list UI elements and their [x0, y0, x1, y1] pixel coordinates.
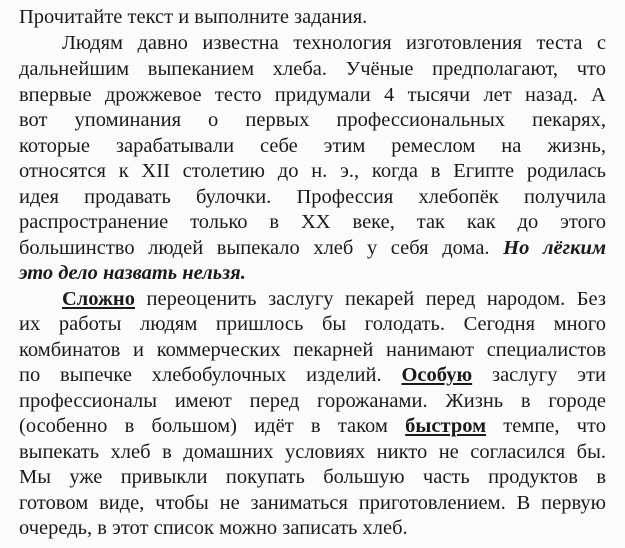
p1-line-text: большинство людей выпекало хлеб у себя дома. [19, 237, 490, 259]
p1-line: дальнейшим выпеканием хлеба. Учёные предполагают, что [19, 58, 606, 80]
p1-line: относятся к XII столетию до н. э., когда в Египте родилась [19, 160, 606, 182]
p2-line: их работы людям пришлось бы голодать. Сегодня много [19, 313, 606, 335]
p1-line: Людям давно известна технология изготовления теста с [62, 32, 606, 54]
p1-line: которые зарабатывали себе этим ремеслом на жизнь, [19, 135, 606, 157]
p1-line: вот упоминания о первых профессиональных пекарях, [19, 109, 606, 131]
p2-line-text: заслугу эти [472, 364, 606, 386]
p2-line [62, 287, 606, 313]
highlighted-word: быстром [405, 415, 487, 437]
p1-line: идея продавать булочки. Профессия хлебопёк получила [19, 186, 606, 208]
p2-line-text: (особенно в большом) идёт в таком [19, 415, 406, 437]
p2-line-text: переоценить заслугу пекарей перед народом. Без [134, 288, 606, 310]
p2-line: Мы уже привыкли покупать большую часть продуктов в [19, 466, 606, 488]
p2-line [19, 363, 606, 389]
highlighted-word: Сложно [62, 288, 135, 310]
p2-line-text: темпе, что [486, 415, 606, 437]
p2-line-text: по выпечке хлебобулочных изделий. [19, 364, 402, 386]
emphasis-text: Но лёгким [489, 237, 606, 259]
emphasis-text: это дело назвать нельзя. [19, 262, 246, 284]
p2-line: выпекать хлеб в домашних условиях никто не согласился бы. [19, 441, 606, 463]
p2-line: очередь, в этот список можно записать хлеб. [19, 517, 408, 539]
p1-line [19, 236, 606, 262]
instruction-text: Прочитайте текст и выполните задания. [19, 6, 368, 28]
p2-line: готовом виде, чтобы не заниматься приготовлением. В первую [19, 492, 606, 514]
p2-line: профессионалы имеют перед горожанами. Жизнь в городе [19, 390, 606, 412]
p1-line: распространение только в XX веке, так как до этого [19, 211, 606, 233]
highlighted-word: Особую [401, 364, 473, 386]
p1-line: впервые дрожжевое тесто придумали 4 тысячи лет назад. А [19, 84, 606, 106]
p2-line: комбинатов и коммерческих пекарней нанимают специалистов [19, 339, 606, 361]
p2-line [19, 414, 606, 440]
